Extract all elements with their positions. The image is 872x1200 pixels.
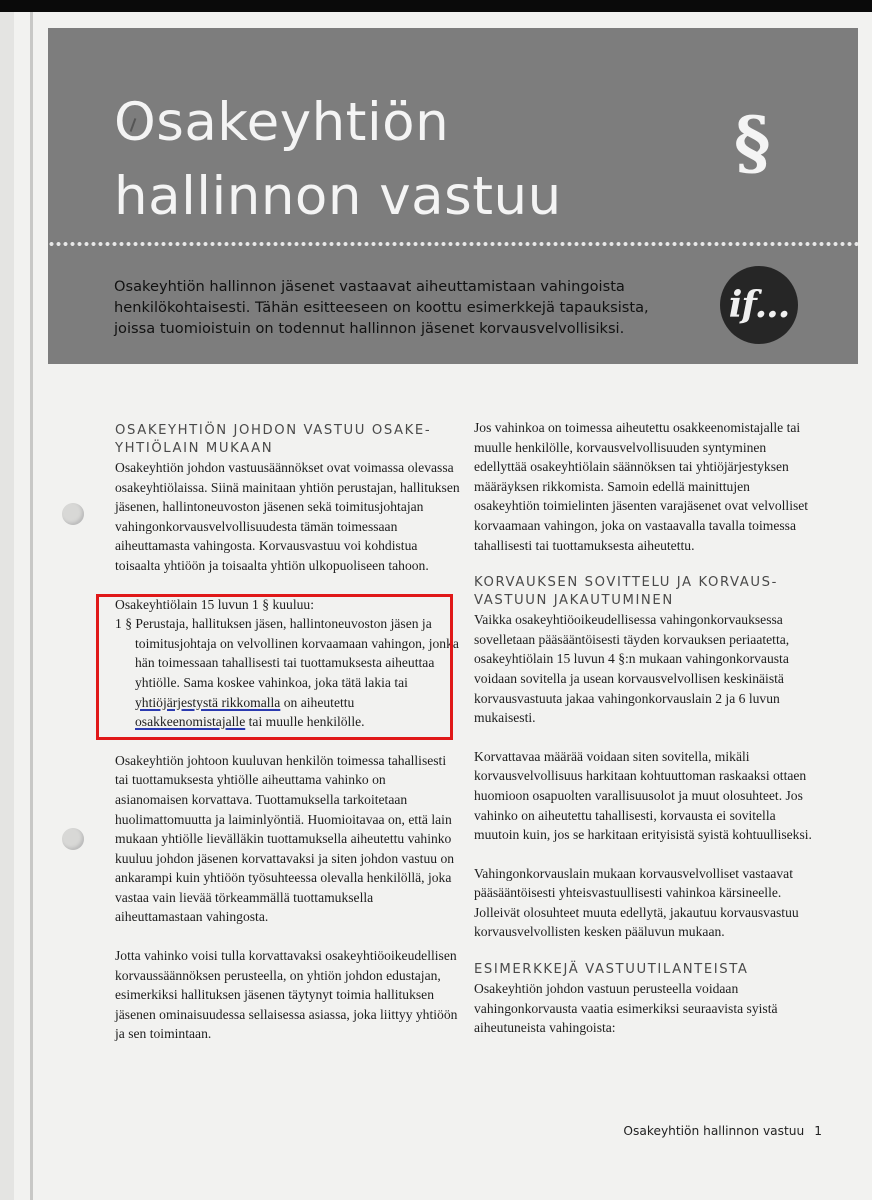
page-fold-shadow — [30, 12, 33, 1200]
right-column — [474, 418, 814, 1038]
intro-text: Osakeyhtiön hallinnon jäsenet vastaavat aiheuttamistaan vahingoista henkilökohtaisesti. Tähän esitteeseen on koottu esimerkkejä tapauksista, joissa tuomioistuin on todennut hallinnon jäsenet korvausvelvollisiksi. — [114, 278, 649, 337]
underlined-phrase: yhtiöjärjestystä rikkomalla — [135, 694, 281, 710]
paragraph: Jos vahinkoa on toimessa aiheutettu osakkeenomistajalle tai muulle henkilölle, korvausvelvollisuuden syntyminen edellyttää osakeyhtiölain säännöksen tai yhtiöjärjestyksen määräyksen rikkomista. Samoin edellä mainittujen osakeyhtiön toimielinten jäsenten varajäsenet ovat velvolliset korvaamaan vahingon, joka on vastaavalla tavalla toimessa tahallisesti tai tuottamuksesta aiheutettu. — [474, 420, 809, 553]
section-heading: OSAKEYHTIÖN JOHDON VASTUU OSAKE-YHTIÖLAIN MUKAAN — [115, 423, 432, 456]
law-text-part: on aiheutettu — [280, 694, 355, 710]
highlight-box — [96, 594, 453, 740]
footer-title: Osakeyhtiön hallinnon vastuu — [623, 1124, 805, 1138]
scan-left-edge — [0, 12, 14, 1200]
law-text-part: 1 § Perustaja, hallituksen jäsen, hallintoneuvoston jäsen ja toimitusjohtaja on velvollinen korvaamaan vahingon, jonka hän toimessaan tahallisesti tai tuottamuksesta aiheuttaa yhtiölle. Sama koskee vahinkoa, joka tätä lakia tai — [115, 616, 459, 690]
header-banner — [48, 28, 858, 364]
page-footer — [600, 1124, 822, 1138]
scan-top-edge — [0, 0, 872, 12]
page-title: Osakeyhtiön hallinnon vastuu — [114, 92, 562, 227]
if-logo — [720, 266, 798, 344]
punch-hole — [62, 503, 84, 525]
paragraph: Osakeyhtiön johdon vastuun perusteella voidaan vahingonkorvausta vaatia esimerkiksi seuraavista syistä aiheutuneista vahingoista: — [474, 981, 778, 1036]
paragraph: Vaikka osakeyhtiöoikeudellisessa vahingonkorvauksessa sovelletaan pääsääntöisesti täyden korvauksen periaatetta, osakeyhtiölain 15 luvun 4 §:n mukaan vahingonkorvausta voidaan sovitella ja usean korvausvelvollisen keskinäistä korvausvastuuta jakaa vahingonkorvauslain 2 ja 6 luvun mukaisesti. — [474, 612, 790, 726]
if-logo-text: if... — [728, 284, 790, 326]
dotted-divider — [48, 240, 858, 248]
paragraph: Korvattavaa määrää voidaan siten sovitella, mikäli korvausvelvollisuus harkitaan kohtuuttoman raskaaksi ottaen huomioon osapuolten varallisuusolot ja muut olosuhteet. Jos vahinko on aiheutettu tahallisesti, korvausta ei sovitella muutoin kuin, jos se harkitaan erityisistä syistä kohtuulliseksi. — [474, 748, 812, 843]
section-heading: ESIMERKKEJÄ VASTUUTILANTEISTA — [474, 962, 749, 978]
paragraph: Osakeyhtiön johtoon kuuluvan henkilön toimessa tahallisesti tai tuottamuksesta yhtiölle aiheuttama vahinko on asianomaisen korvattava. Tuottamuksella tarkoitetaan huolimattomuutta ja laiminlyöntiä. Huomioitavaa on, että lain mukaan yhtiölle lievälläkin tuottamuksella aiheutettu vahinko kuuluu johdon jäsenen korvattavaksi ja siten johdon vastuu on ankarampi kuin yhtiöön työsuhteessa olevalla henkilöllä, joka vastaa vain lievää törkeammällä tuottamuksella aiheuttamastaan vahingosta. — [115, 752, 455, 925]
law-intro: Osakeyhtiölain 15 luvun 1 § kuuluu: — [115, 596, 314, 612]
law-text-part: tai muulle henkilölle. — [245, 714, 365, 730]
paragraph: Vahingonkorvauslain mukaan korvausvelvolliset vastaavat pääsääntöisesti yhteisvastuullisesti vahinkoa kärsineelle. Jolleivät olosuhteet muuta edellytä, jakautuu korvausvastuu korvausvelvollisten kesken pääluvun mukaan. — [474, 865, 799, 940]
section-heading: KORVAUKSEN SOVITTELU JA KORVAUS-VASTUUN JAKAUTUMINEN — [474, 575, 778, 609]
paragraph: Osakeyhtiön johdon vastuusäännökset ovat voimassa olevassa osakeyhtiölaissa. Siinä mainitaan yhtiön perustajan, hallituksen jäsenen, hallintoneuvoston jäsenen sekä toimitusjohtajan vahingonkorvausvelvollisuudesta tämän toimessaan aiheuttamasta vahingosta. Korvausvastuu voi kohdistua toisaalta yhtiöön ja toisaalta yhtiön ulkopuoliseen tahoon. — [115, 460, 460, 573]
page-number: 1 — [814, 1124, 822, 1138]
section-sign-icon: § — [734, 101, 771, 184]
paragraph: Jotta vahinko voisi tulla korvattavaksi osakeyhtiöoikeudellisen korvaussäännöksen perusteella, on yhtiön johdon edustajan, esimerkiksi hallituksen jäsenen täytynyt toimia hallituksen jäsenen ominaisuudessa sellaisessa asiassa, joka liittyy yhtiöön ja sen toimintaan. — [115, 948, 458, 1042]
underlined-phrase: osakkeenomistajalle — [135, 714, 246, 730]
punch-hole — [62, 828, 84, 850]
